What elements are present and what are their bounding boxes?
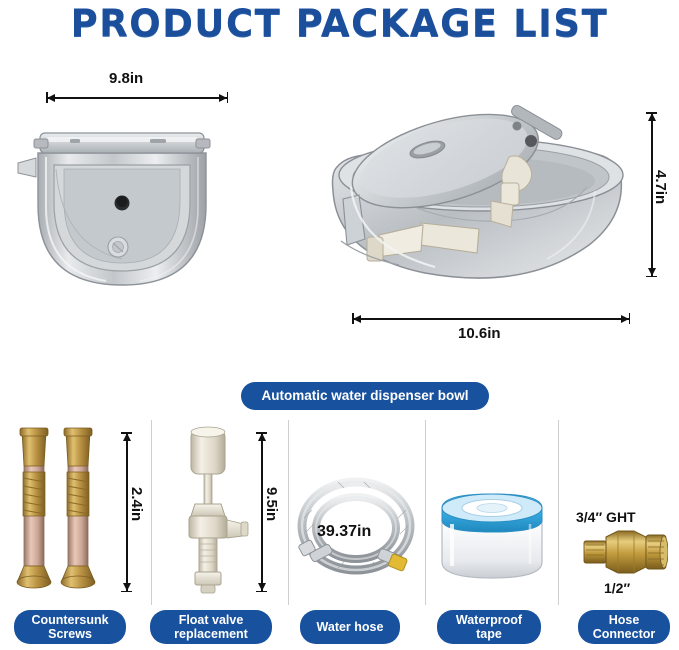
tape-label: Waterproof tape (437, 610, 541, 644)
countersunk-screws-image (8, 420, 120, 600)
waterproof-tape-image (434, 490, 550, 595)
hose-length-value: 39.37in (317, 523, 372, 540)
hose-connector-image (582, 525, 668, 583)
bowl-height-value: 4.7in (652, 170, 669, 205)
divider-4 (558, 420, 559, 605)
bowl-front-view (10, 95, 275, 305)
screw-length-value: 2.4in (128, 487, 145, 522)
screws-label: Countersunk Screws (14, 610, 126, 644)
bowl-length-ruler (352, 313, 630, 324)
connector-top-spec: 3/4″ GHT (576, 509, 636, 525)
bowl-length-value: 10.6in (458, 325, 501, 342)
bowl-front-width-ruler (46, 92, 228, 103)
divider-1 (151, 420, 152, 605)
connector-label: Hose Connector (578, 610, 670, 644)
bowl-front-width-value: 9.8in (109, 70, 144, 87)
divider-2 (288, 420, 289, 605)
connector-bottom-spec: 1/2″ (604, 580, 631, 596)
page-title: PRODUCT PACKAGE LIST (70, 2, 609, 45)
main-product-label: Automatic water dispenser bowl (241, 382, 489, 410)
float-valve-length-value: 9.5in (263, 487, 280, 522)
hose-label: Water hose (300, 610, 400, 644)
bowl-side-view (295, 95, 655, 310)
float-valve-image (165, 420, 255, 600)
divider-3 (425, 420, 426, 605)
float-valve-label: Float valve replacement (150, 610, 272, 644)
